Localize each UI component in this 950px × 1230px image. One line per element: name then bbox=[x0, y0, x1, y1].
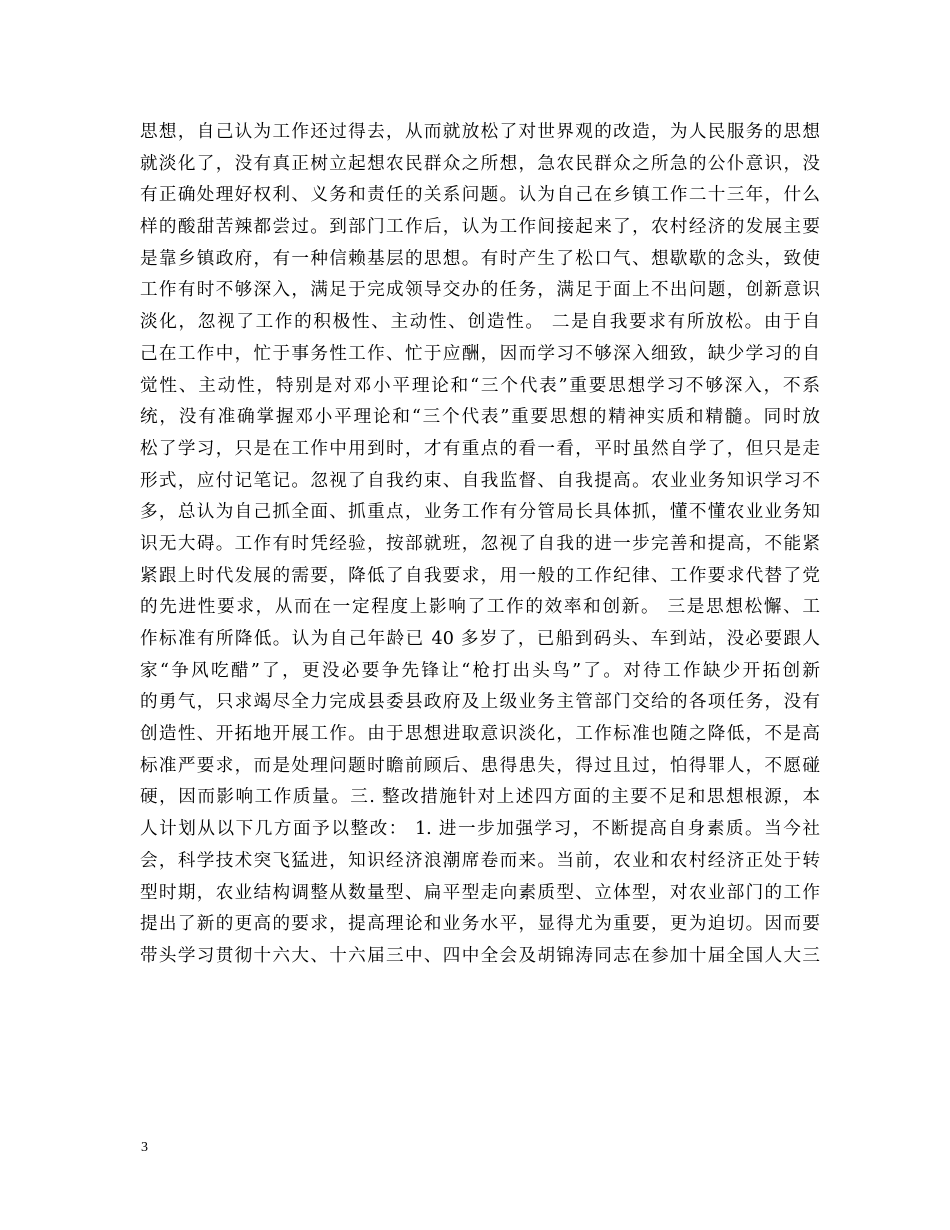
text-line: 的勇气，只求竭尽全力完成县委县政府及上级业务主管部门交给的各项任务，没有 bbox=[140, 692, 820, 713]
text-line: 是靠乡镇政府，有一种信赖基层的思想。有时产生了松口气、想歇歇的念头，致使 bbox=[140, 248, 820, 269]
text-line: 淡化，忽视了工作的积极性、主动性、创造性。 二是自我要求有所放松。由于自 bbox=[140, 312, 820, 333]
text-line: 家“争风吃醋”了，更没必要争先锋让“枪打出头鸟”了。对待工作缺少开拓创新 bbox=[140, 660, 820, 681]
text-line: 松了学习，只是在工作中用到时，才有重点的看一看，平时虽然自学了，但只是走 bbox=[140, 438, 820, 459]
text-line: 提出了新的更高的要求，提高理论和业务水平，显得尤为重要，更为迫切。因而要 bbox=[140, 914, 820, 935]
text-line: 样的酸甜苦辣都尝过。到部门工作后，认为工作间接起来了，农村经济的发展主要 bbox=[140, 217, 820, 238]
text-line: 的先进性要求，从而在一定程度上影响了工作的效率和创新。 三是思想松懈、工 bbox=[140, 597, 820, 618]
page-number: 3 bbox=[141, 1140, 148, 1155]
text-line: 多，总认为自己抓全面、抓重点，业务工作有分管局长具体抓，懂不懂农业业务知 bbox=[140, 502, 820, 523]
text-line: 就淡化了，没有真正树立起想农民群众之所想，急农民群众之所急的公仆意识，没 bbox=[140, 153, 820, 174]
text-line: 硬，因而影响工作质量。三. 整改措施针对上述四方面的主要不足和思想根源，本 bbox=[140, 787, 820, 808]
text-line: 创造性、开拓地开展工作。由于思想进取意识淡化，工作标准也随之降低，不是高 bbox=[140, 724, 820, 745]
text-line: 型时期，农业结构调整从数量型、扁平型走向素质型、立体型，对农业部门的工作 bbox=[140, 882, 820, 903]
text-line: 思想，自己认为工作还过得去，从而就放松了对世界观的改造，为人民服务的思想 bbox=[140, 122, 820, 142]
body-text bbox=[140, 117, 820, 973]
text-line: 统，没有准确掌握邓小平理论和“三个代表”重要思想的精神实质和精髓。同时放 bbox=[140, 407, 820, 428]
text-line: 紧跟上时代发展的需要，降低了自我要求，用一般的工作纪律、工作要求代替了党 bbox=[140, 565, 820, 586]
text-line: 觉性、主动性，特别是对邓小平理论和“三个代表”重要思想学习不够深入，不系 bbox=[140, 375, 820, 396]
text-line: 标准严要求，而是处理问题时瞻前顾后、患得患失，得过且过，怕得罪人，不愿碰 bbox=[140, 755, 820, 776]
text-line: 人计划从以下几方面予以整改： 1. 进一步加强学习，不断提高自身素质。当今社 bbox=[140, 819, 820, 840]
text-line: 己在工作中，忙于事务性工作、忙于应酬，因而学习不够深入细致，缺少学习的自 bbox=[140, 343, 820, 364]
text-line: 带头学习贯彻十六大、十六届三中、四中全会及胡锦涛同志在参加十届全国人大三 bbox=[140, 945, 820, 966]
text-line: 工作有时不够深入，满足于完成领导交办的任务，满足于面上不出问题，创新意识 bbox=[140, 280, 820, 301]
text-line: 识无大碍。工作有时凭经验，按部就班，忽视了自我的进一步完善和提高，不能紧 bbox=[140, 533, 820, 554]
text-line: 形式，应付记笔记。忽视了自我约束、自我监督、自我提高。农业业务知识学习不 bbox=[140, 470, 820, 491]
text-line: 作标准有所降低。认为自己年龄已 40 多岁了，已船到码头、车到站，没必要跟人 bbox=[140, 629, 820, 649]
text-line: 会，科学技术突飞猛进，知识经济浪潮席卷而来。当前，农业和农村经济正处于转 bbox=[140, 850, 820, 871]
text-line: 有正确处理好权利、义务和责任的关系问题。认为自己在乡镇工作二十三年，什么 bbox=[140, 185, 820, 206]
